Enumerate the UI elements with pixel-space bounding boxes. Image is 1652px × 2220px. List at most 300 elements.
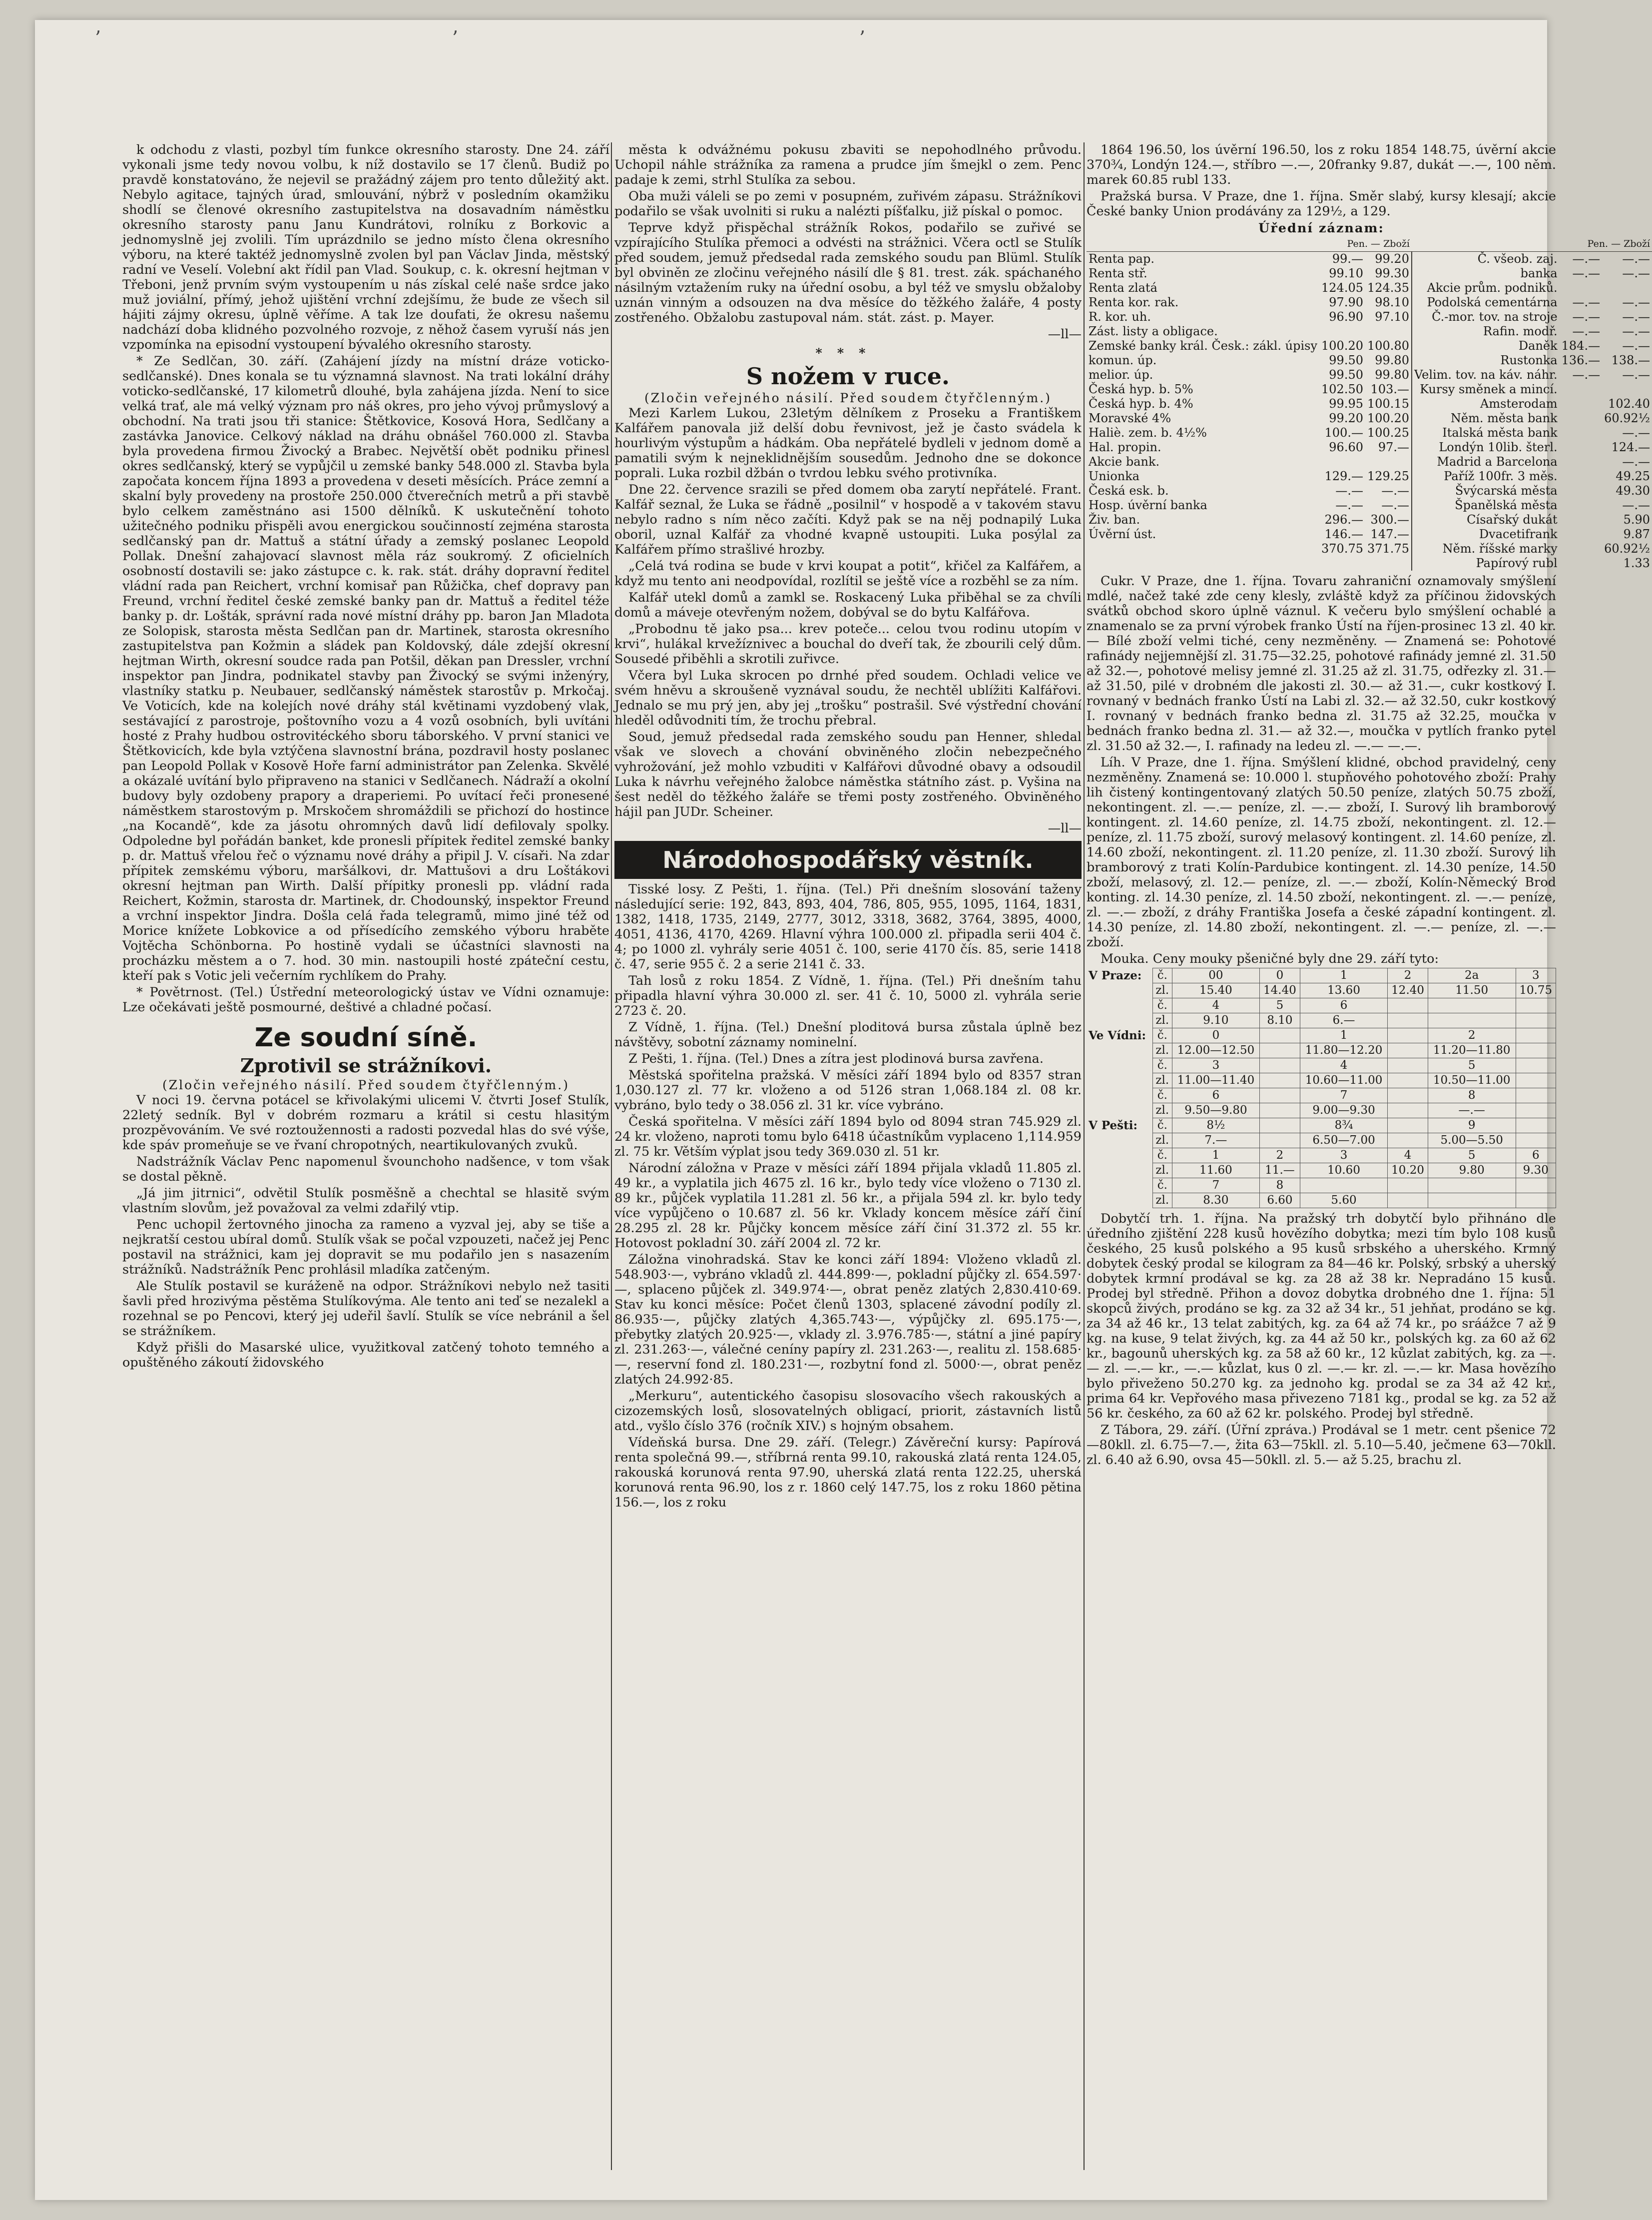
- table-cell: [1602, 382, 1652, 397]
- article-paragraph: Cukr. V Praze, dne 1. října. Tovaru zahraniční oznamovaly smýšlení mdlé, načež také zde ceny klesly, zvláště když za příčinou židovských svátků obchod skoro úplně váznul. K večeru bylo smýšlení ochablé a znamenalo se za první výrobek franko Ústí na říjen-prosinec 13 zl. 40 kr. — Bílé zboží velmi tiché, ceny nezměněny. — Znamená se: Pohotové rafinády nejjemnější zl. 31.75—32.25, pohotové rafinády jemné zl. 31.50 až 32.—, pohotové melisy jemné zl. 31.25 až zl. 31.75, odřezky zl. 31.— až 31.50, pilé v drobném dle jakosti zl. 30.— až 31.—, cukr kostkový I. rovnaný v bednách franko Ústí na Labi zl. 32.— až 32.50, cukr kostkový I. rovnaný v bednách franko bedna zl. 31.75 až 32.25, moučka v bednách franko bedna zl. 31.— až 32.—, moučka v pytlích franko pytel zl. 31.50 až 32.—, I. rafinady na ledeu zl. —.— —.—.: [1087, 574, 1556, 753]
- table-cell: —.—: [1335, 484, 1363, 498]
- table-cell: 300.—: [1370, 513, 1409, 527]
- table-cell: 296.—: [1324, 513, 1363, 527]
- table-cell: —.—: [1335, 498, 1363, 512]
- table-cell: [1260, 1073, 1300, 1088]
- table-cell: [1428, 998, 1516, 1013]
- table-row: [1087, 1193, 1556, 1208]
- article-paragraph: „Já jim jitrnici“, odvětil Stulík posměšně a chechtal se hlasitě svým vlastním slovům, jež považoval za velmi zdařilý vtip.: [122, 1186, 609, 1216]
- table-cell: 1: [1300, 1028, 1388, 1043]
- table-cell: 8½: [1172, 1118, 1260, 1133]
- section-banner: Národohospodářský věstník.: [614, 841, 1082, 879]
- table-cell: [1516, 1013, 1556, 1028]
- article-paragraph: Tah losů z roku 1854. Z Vídně, 1. října. (Tel.) Při dnešním tahu připadla hlavní výhra 30.000 zl. ser. 41 č. 10, 5000 zl. vyhrála serie 2723 č. 20.: [614, 973, 1082, 1018]
- table-cell: —.—: [1572, 368, 1601, 382]
- table-cell: 99.50: [1329, 353, 1363, 367]
- table-cell: [1560, 542, 1602, 556]
- flour-price-table: [1087, 968, 1556, 1208]
- city-label: V Pešti:: [1089, 1118, 1137, 1132]
- table-cell: 12.40: [1388, 983, 1428, 998]
- table-row: [1087, 1163, 1556, 1178]
- table-cell: komun. úp.: [1089, 353, 1157, 367]
- table-cell: Živ. ban.: [1089, 513, 1140, 527]
- table-cell: 8: [1260, 1178, 1300, 1193]
- table-cell: Renta pap.: [1089, 252, 1154, 266]
- table-cell: —.—: [1428, 1103, 1516, 1118]
- table-cell: 3: [1172, 1058, 1260, 1073]
- story-kicker: (Zločin veřejného násilí. Před soudem čtyřčlenným.): [644, 391, 1052, 405]
- column-1: [122, 142, 609, 2170]
- table-cell: 2: [1260, 1148, 1300, 1163]
- city-label: [1087, 1073, 1153, 1088]
- table-cell: [1560, 469, 1602, 484]
- table-row: [1087, 353, 1652, 368]
- table-row: [1087, 513, 1652, 527]
- article-paragraph: 1864 196.50, los úvěrní 196.50, los z roku 1854 148.75, úvěrní akcie 370¾, Londýn 124.—, stříbro —.—, 20franky 9.87, dukát —.—, 100 něm. marek 60.85 rubl 133.: [1087, 142, 1556, 187]
- article-paragraph: Když přišli do Masarské ulice, využitkoval zatčený tohoto temného a opuštěného zákoutí židovského: [122, 1340, 609, 1370]
- table-row: [1087, 266, 1652, 281]
- table-cell: 60.92½: [1604, 411, 1651, 425]
- article-paragraph: Soud, jemuž předsedal rada zemského soudu pan Henner, shledal však ve slovech a chování obviněného zločin nebezpečného vyhrožování, jež mohlo vzbuditi v Kalfářovi důvodné obavy a odsoudil Luka k návrhu veřejného žalobce náměstka státního zást. p. Vyšina na šest neděl do těžkého žaláře se třemi posty zostřeného. Obviněného hájil pan JUDr. Scheiner.: [614, 730, 1082, 819]
- table-cell: č.: [1153, 1058, 1172, 1073]
- table-cell: —.—: [1622, 252, 1651, 266]
- table-cell: [1516, 1103, 1556, 1118]
- table-cell: [1260, 1103, 1300, 1118]
- table-cell: 6: [1172, 1088, 1260, 1103]
- table-row: [1087, 1028, 1556, 1043]
- table-cell: 6: [1300, 998, 1388, 1013]
- table-cell: 6.—: [1300, 1013, 1388, 1028]
- table-cell: 102.40: [1608, 397, 1651, 411]
- table-cell: [1516, 1043, 1556, 1058]
- table-cell: Něm. města bank: [1412, 411, 1560, 426]
- table-cell: [1560, 426, 1602, 440]
- city-label: [1087, 1193, 1153, 1208]
- table-cell: Česká hyp. b. 5%: [1089, 382, 1193, 396]
- table-cell: 100.15: [1367, 397, 1409, 411]
- author-signature: —ll—: [1048, 821, 1082, 836]
- table-row: [1087, 527, 1652, 542]
- table-cell: 4: [1300, 1058, 1388, 1073]
- table-row: [1087, 1043, 1556, 1058]
- city-label: V Praze:: [1089, 968, 1142, 982]
- table-cell: [1388, 1178, 1428, 1193]
- table-cell: Amsterodam: [1412, 397, 1560, 411]
- table-cell: 12.00—12.50: [1172, 1043, 1260, 1058]
- table-cell: —.—: [1572, 266, 1601, 280]
- table-cell: Moravské 4%: [1089, 411, 1171, 425]
- table-row: [1087, 339, 1652, 353]
- table-row: [1087, 542, 1652, 556]
- table-cell: 4: [1172, 998, 1260, 1013]
- table-cell: 0: [1260, 968, 1300, 983]
- table-cell: [1560, 484, 1602, 498]
- table-cell: 13.60: [1300, 983, 1388, 998]
- table-cell: zl.: [1153, 1103, 1172, 1118]
- table-cell: Zást. listy a obligace.: [1089, 324, 1218, 338]
- table-cell: [1388, 1043, 1428, 1058]
- table-cell: 2: [1388, 968, 1428, 983]
- table-row: [1087, 310, 1652, 324]
- table-cell: 97.10: [1375, 310, 1409, 324]
- table-cell: Akcie bank.: [1089, 455, 1160, 469]
- newspaper-page: [35, 20, 1651, 2200]
- story-headline: Zprotivil se strážníkovi.: [240, 1054, 492, 1077]
- table-cell: Švýcarská města: [1412, 484, 1560, 498]
- table-row: [1087, 281, 1652, 295]
- table-row: [1087, 1178, 1556, 1193]
- article-paragraph: Oba muži váleli se po zemi v posupném, zuřivém zápasu. Strážníkovi podařilo se však uvolniti si ruku a nalézti píšťalku, již pískal o pomoc.: [614, 189, 1082, 219]
- table-cell: 11.60: [1172, 1163, 1260, 1178]
- table-cell: 8.30: [1172, 1193, 1260, 1208]
- table-cell: 99.80: [1375, 353, 1409, 367]
- article-paragraph: Záložna vinohradská. Stav ke konci září 1894: Vloženo vkladů zl. 548.903·—, vybráno vkladů zl. 444.899·—, pokladní půjčky zl. 654.597·—, splaceno půjček zl. 349.974·—, obrat peněz zlatých 2,830.410·69. Stav ku konci měsíce: Počet členů 1303, splacené závodní podíly zl. 86.935·—, půjčky zlatých 4,365.743·—, výpůjčky zl. 695.175·—, přebytky zlatých 20.925·—, vklady zl. 3.976.785·—, státní a jiné papíry zl. 231.263·—, válečné ceníny papíry zl. 231.263·—, realitu zl. 158.685·—, reservní fond zl. 180.231·—, rozbytní fond zl. 5000·—, obrat peněz zlatých 24.992·85.: [614, 1252, 1082, 1387]
- table-row: [1087, 411, 1652, 426]
- city-label: [1087, 1103, 1153, 1118]
- table-cell: 60.92½: [1604, 542, 1651, 556]
- table-cell: Renta zlatá: [1089, 281, 1157, 295]
- table-cell: [1428, 1178, 1516, 1193]
- table-row: [1087, 1133, 1556, 1148]
- table-cell: [1560, 281, 1602, 295]
- table-cell: Úvěrní úst.: [1089, 527, 1156, 541]
- table-cell: 7: [1172, 1178, 1260, 1193]
- table-cell: [1560, 498, 1602, 513]
- table-cell: Kursy směnek a mincí.: [1412, 382, 1560, 397]
- table-cell: [1300, 1178, 1388, 1193]
- table-cell: [1388, 1103, 1428, 1118]
- table-cell: 11.20—11.80: [1428, 1043, 1516, 1058]
- section-title: Ze soudní síně.: [254, 1023, 478, 1053]
- table-row: [1087, 968, 1556, 983]
- table-cell: [1560, 440, 1602, 455]
- article-paragraph: k odchodu z vlasti, pozbyl tím funkce okresního starosty. Dne 24. září vykonali jsme tedy novou volbu, k níž dostavilo se 17 členů. Budiž po pravdě konstatováno, že nejevil se pražádný zájem pro tento důležitý akt. Nebylo agitace, tajných úrad, smlouvání, nýbrž v posledním okamžiku shodlí se členové okresního zastupitelstva na dosavadním náměstku okresního starosty panu Janu Kundrátovi, rolníku z Borkovic a jednomyslně jej zvolili. Tím uprázdnilo se jedno místo člena okresního výboru, na které taktéž jednomyslně zvolen byl pan Václav Jinda, městský radní ve Veselí. Volební akt řídil pan Vlad. Soukup, c. k. okresní hejtman v Třeboni, jenž prvním svým vystoupením u nás získal celé naše srdce jako muž joviální, přímý, jehož ujištění vrchní zdejšímu, že bude ze všech sil hájiti zájmy okresu, úplně věříme. A tak lze doufati, že okresu našemu nadchází doba klidného pozvolného rozvoje, z něhož časem vyruší nás jen vzpomínka na episodní vystoupení bývalého okresního starosty.: [122, 142, 609, 352]
- table-cell: [1428, 1193, 1516, 1208]
- table-cell: č.: [1153, 968, 1172, 983]
- table-cell: 5: [1428, 1058, 1516, 1073]
- article-paragraph: „Probodnu tě jako psa... krev poteče... celou tvou rodinu utopím v krvi“, hulákal krvežíznivec a bouchal do dveří tak, že zbourili celý dům. Sousedé přiběhli a skrotili zuřivce.: [614, 622, 1082, 667]
- article-paragraph: Národní záložna v Praze v měsíci září 1894 přijala vkladů 11.805 zl. 49 kr., a vyplatila jich 4675 zl. 16 kr., bylo tedy více vloženo o 7130 zl. 89 kr., půjček vyplatila 11.281 zl. 56 kr., a přijala 594 zl. kr. bylo tedy více vypůjčeno o 10.687 zl. 56 kr. Vklady koncem měsíce září činí 28.295 zl. 28 kr. Půjčky koncem měsíce září činí 31.372 zl. 55 kr. Hotovost pokladní 30. září 2004 zl. 72 kr.: [614, 1161, 1082, 1251]
- table-cell: 9.80: [1428, 1163, 1516, 1178]
- city-label: [1087, 983, 1153, 998]
- table-cell: 0: [1172, 1028, 1260, 1043]
- table-cell: [1560, 455, 1602, 469]
- table-row: [1087, 397, 1652, 411]
- story-kicker: (Zločin veřejného násilí. Před soudem čtyřčlenným.): [162, 1078, 569, 1092]
- article-paragraph: Dne 22. července srazili se před domem oba zarytí nepřátelé. Frant. Kalfář seznal, že Luka se řádně „posilnil“ v hospodě a v takovém stavu nebylo radno s ním něco začíti. Když pak se na něj podnapilý Luka oboril, uznal Kalfář za vhodné kvapně ustoupiti. Luka posýlal za Kalfářem přímo strašlivé hrozby.: [614, 482, 1082, 557]
- table-row: [1087, 983, 1556, 998]
- table-cell: 97.90: [1329, 295, 1363, 309]
- table-cell: 9.50—9.80: [1172, 1103, 1260, 1118]
- table-cell: 136.—: [1561, 353, 1601, 367]
- table-cell: 8¾: [1300, 1118, 1388, 1133]
- separator-dots: ***: [815, 346, 881, 361]
- table-cell: —.—: [1622, 324, 1651, 338]
- article-paragraph: „Celá tvá rodina se bude v krvi koupat a potit“, křičel za Kalfářem, a když mu tento ani neodpovídal, rozlítil se ještě více a rozběhl se za ním.: [614, 559, 1082, 589]
- table-cell: Č. všeob. zaj.: [1412, 252, 1560, 267]
- table-cell: 100.—: [1324, 426, 1363, 440]
- table-cell: 5: [1260, 998, 1300, 1013]
- table-cell: [1516, 1118, 1556, 1133]
- table-cell: č.: [1153, 1028, 1172, 1043]
- table-cell: Madrid a Barcelona: [1412, 455, 1560, 469]
- table-row: [1087, 998, 1556, 1013]
- table-cell: 11.80—12.20: [1300, 1043, 1388, 1058]
- table-cell: Haliè. zem. b. 4½%: [1089, 426, 1207, 440]
- table-cell: č.: [1153, 1088, 1172, 1103]
- table-cell: 6.60: [1260, 1193, 1300, 1208]
- table-cell: 96.90: [1329, 310, 1363, 324]
- table-cell: Paříž 100fr. 3 měs.: [1412, 469, 1560, 484]
- table-cell: 1: [1300, 968, 1388, 983]
- table-cell: Česká esk. b.: [1089, 484, 1169, 498]
- table-cell: 138.—: [1611, 353, 1651, 367]
- table-cell: [1516, 1133, 1556, 1148]
- table-cell: [1260, 1043, 1300, 1058]
- article-paragraph: Ale Stulík postavil se kuráženě na odpor. Strážníkovi nebylo než tasiti šavli před hrozivýma pěstěma Stulíkovýma. Ale tento ani teď se nezalekl a rozehnal se po Pencovi, který jej udeřil šavlí. Stulík se více nebránil a šel se strážníkem.: [122, 1279, 609, 1339]
- table-cell: [1560, 411, 1602, 426]
- table-cell: [1319, 455, 1365, 469]
- table-cell: [1388, 1058, 1428, 1073]
- table-cell: zl.: [1153, 1163, 1172, 1178]
- table-cell: 10.20: [1388, 1163, 1428, 1178]
- article-paragraph: Teprve když přispěchal strážník Rokos, podařilo se zuřivé se vzpírajícího Stulíka přemoci a odvésti na strážnici. Včera octl se Stulík před soudem, jemuž předsedal rada zemského soudu pan Blüml. Stulík byl obviněn ze zločinu veřejného násilí dle § 81. trest. zák. spáchaného násilným vztažením ruky na úřední osobu, a byl též ve smyslu obžaloby uznán vinným a odsouzen na dva měsíce do těžkého žaláře, 4 posty zostřeného. Obžalobu zastupoval nám. stát. zást. p. Mayer.: [614, 220, 1082, 325]
- table-row: [1087, 368, 1652, 382]
- article-paragraph: Mezi Karlem Lukou, 23letým dělníkem z Proseku a Františkem Kalfářem panovala již delší dobu řevnivost, jež je často svádela k hourlivým výstupům a hádkám. Oba nepřátelé bydleli v jednom domě a pamatili svým k nejneklidnějším sousedům. Jednoho dne se dokonce poprali. Luka rozbil džbán o tvrdou lebku svého protivníka.: [614, 406, 1082, 481]
- table-cell: 8.10: [1260, 1013, 1300, 1028]
- table-cell: Velim. tov. na káv. náhr.: [1412, 368, 1560, 382]
- table-cell: [1388, 1088, 1428, 1103]
- table-cell: Renta stř.: [1089, 266, 1147, 280]
- table-cell: 6.50—7.00: [1300, 1133, 1388, 1148]
- table-cell: 10.60—11.00: [1300, 1073, 1388, 1088]
- article-paragraph: Z Vídně, 1. října. (Tel.) Dnešní ploditová bursa zůstala úplně bez návštěvy, sobotní záznamy nominelní.: [614, 1020, 1082, 1050]
- table-cell: 9.30: [1516, 1163, 1556, 1178]
- table-cell: 5.60: [1300, 1193, 1388, 1208]
- table-cell: [1388, 1193, 1428, 1208]
- table-cell: [1388, 1028, 1428, 1043]
- table-cell: 5.00—5.50: [1428, 1133, 1516, 1148]
- table-row: [1087, 498, 1652, 513]
- table-row: [1087, 1088, 1556, 1103]
- table-cell: 99.20: [1329, 411, 1363, 425]
- table-cell: Podolská cementárna: [1412, 295, 1560, 310]
- table-cell: [1087, 556, 1319, 571]
- table-cell: č.: [1153, 1148, 1172, 1163]
- table-cell: —.—: [1622, 426, 1651, 440]
- table-cell: [1260, 1028, 1300, 1043]
- table-cell: —.—: [1622, 266, 1651, 280]
- table-cell: 3: [1300, 1148, 1388, 1163]
- fold-mark: ’: [452, 27, 459, 49]
- table-cell: č.: [1153, 998, 1172, 1013]
- article-paragraph: * Ze Sedlčan, 30. září. (Zahájení jízdy na místní dráze voticko-sedlčanské). Dnes konala se tu významná slavnost. Na trati lokální dráhy voticko-sedlčanské, 17 kilometrů dlouhé, byla zahájena jízda. Není to sice velká trať, ale má velký význam pro náš okres, pro jeho vývoj průmyslový a obchodní. Na trati jsou tři stanice: Štětkovice, Kosová Hora, Sedlčany a zastávka Janovice. Celkový náklad na dráhu obnášel 760.000 zl. Stavba byla provedena firmou Živocký a Brabec. Největší obět podniku přinesl okres sedlčanský, který se vypůjčil u zemské banky 548.000 zl. Stavba byla započata koncem října 1893 a provedena v deseti měsících. Práce zemní a skalní byly provedeny na prostoře 250.000 čtverečních metrů a při stavbě bylo celkem zaměstnáno asi 1500 dělníků. K uskutečnění tohoto užitečného podniku přispěli avou energickou součinností zejména starosta sedlčanský pan dr. Mattuš a státní úřady a zemský poslanec Leopold Pollak. Dnešní zahajovací slavnost měla ráz soukromý. Z oficielních osobností dostavili se: jako zástupce c. k. rak. stát. dráhy dopravní ředitel vládní rada pan Reichert, vrchní komisař pan Růžička, chef dopravy pan Freund, vrchní ředitel české zemské banky pan dr. Mattuš a ředitel téže banky p. dr. Lošták, správní rada nové místní dráhy pp. baron Jan Mladota ze Solopisk, starosta města Sedlčan pan dr. Martinek, starosta okresního zastupitelstva pan Kožmin a sládek pan Koldovský, dále zdejší okresní hejtman Wirth, okresní soudce rada pan Potšil, děkan pan Dressler, vrchní inspektor pan Jindra, podnikatel stavby pan Živocký se svými inženýry, vlastníky statku p. Neubauer, sedlčanský náměstek starostův p. Mrkočaj. Ve Voticích, kde na kolejích nové dráhy stál květinami vyzdobený vlak, sestávající z parostroje, poštovního vozu a 4 vozů osobních, byli uvítáni hosté z Prahy hudbou ostrovitéckého sboru táborského. V první stanici ve Štětkovicích, kde byla vztýčena slavnostní brána, pozdravil hosty poslanec pan Leopold Pollak v Kosově Hoře farní administrátor pan Zelenka. Skvělé a okázalé uvítání bylo připraveno na stanici v Sedlčanech. Nádraží a okolní budovy byly ozdobeny prapory a draperiemi. Po uvítací řeči pronesené náměstkem starostovým p. Mrskočem shromáždili se přichozí do hostince „na Kocandě“, kde za jásotu ohromných davů lidí defilovaly spolky. Odpoledne byl pořádán banket, kde pronesli přípitek ředitel zemské banky p. dr. Mattuš vřelou řeč o významu nové dráhy a připil J. V. císaři. Na zdar přípitek zemskému výboru, maršálkovi, dr. Mattušovi a dru Loštákovi okresní hejtman pan Wirth. Další přípitky pronesli pp. vládní rada Reichert, Kožmin, starosta dr. Martinek, dr. Chodounský, inspektor Freund a vrchní inspektor Jindra. Došla celá řada telegramů, mimo jiné též od Morice knížete Lobkovice a od přísedícího zemského výboru hraběte Vojtěcha Schönborna. Po hostině vydali se účastníci slavnosti na procházku městem a o 7. hod. 30 min. nastoupili hosté zpáteční cestu, kteří pak s Votic jeli večerním rychlíkem do Prahy.: [122, 354, 609, 983]
- column-rule: [1084, 142, 1085, 2170]
- table-cell: 370.75: [1321, 542, 1363, 556]
- article-paragraph: Penc uchopil žertovného jinocha za rameno a vyzval jej, aby se tiše a nejkratší cestou ubíral domů. Stulík však se počal vzpouzeti, načež jej Penc postavil na strážnici, kam jej dopravit se mu podařilo jen s nasazením strážníků. Nadstrážník Penc prohlásil mladíka zatčeným.: [122, 1217, 609, 1277]
- table-cell: 9.10: [1172, 1013, 1260, 1028]
- table-cell: 98.10: [1375, 295, 1409, 309]
- table-cell: —.—: [1622, 339, 1651, 353]
- table-cell: 99.80: [1375, 368, 1409, 382]
- table-cell: [1260, 1058, 1300, 1073]
- table-cell: 5: [1428, 1148, 1516, 1163]
- table-cell: 129.—: [1324, 469, 1363, 483]
- city-label: [1087, 1088, 1153, 1103]
- table-cell: Londýn 10lib. šterl.: [1412, 440, 1560, 455]
- table-cell: 124.05: [1321, 281, 1363, 295]
- table-row: [1087, 469, 1652, 484]
- table-cell: 97.—: [1378, 440, 1409, 454]
- table-cell: č.: [1153, 1178, 1172, 1193]
- table-cell: zl.: [1153, 1133, 1172, 1148]
- table-row: [1087, 382, 1652, 397]
- table-cell: [1260, 1133, 1300, 1148]
- table-cell: R. kor. uh.: [1089, 310, 1151, 324]
- city-label: [1087, 1043, 1153, 1058]
- article-paragraph: Mouka. Ceny mouky pšeničné byly dne 29. září tyto:: [1101, 951, 1439, 966]
- table-cell: 100.20: [1321, 339, 1363, 353]
- table-cell: zl.: [1153, 1073, 1172, 1088]
- table-cell: Něm. říšské marky: [1412, 542, 1560, 556]
- table-cell: zl.: [1153, 1043, 1172, 1058]
- table-cell: [1516, 1088, 1556, 1103]
- table-cell: 10.50—11.00: [1428, 1073, 1516, 1088]
- table-cell: [1560, 397, 1602, 411]
- table-cell: —.—: [1622, 498, 1651, 512]
- table-cell: 11.00—11.40: [1172, 1073, 1260, 1088]
- table-cell: 102.50: [1321, 382, 1363, 396]
- table-cell: Císařský dukát: [1412, 513, 1560, 527]
- table-caption: Úřední záznam:: [1258, 221, 1384, 236]
- table-row: [1087, 1073, 1556, 1088]
- table-cell: 99.20: [1375, 252, 1409, 266]
- table-cell: —.—: [1572, 324, 1601, 338]
- table-cell: 371.75: [1367, 542, 1409, 556]
- article-paragraph: Městská spořitelna pražská. V měsíci září 1894 bylo od 8357 stran 1,030.127 zl. 77 kr. vloženo a od 5126 stran 1,068.184 zl. 08 kr. vybráno, bylo tedy o 38.056 zl. 31 kr. více vybráno.: [614, 1068, 1082, 1113]
- article-paragraph: Tisské losy. Z Pešti, 1. října. (Tel.) Při dnešním slosování taženy následující serie: 192, 843, 893, 404, 786, 805, 955, 1095, 1164, 1831, 1382, 1418, 1735, 2149, 2777, 3012, 3318, 3682, 3764, 3895, 4000, 4051, 4136, 4170, 4269. Hlavní výhra 100.000 zl. připadla serii 404 č. 4; po 1000 zl. vyhrály serie 4051 č. 100, serie 4170 čís. 85, serie 1418 č. 47, serie 955 č. 2 a serie 2141 č. 33.: [614, 882, 1082, 972]
- table-cell: [1319, 324, 1365, 339]
- table-cell: [1428, 1013, 1516, 1028]
- table-cell: Zemské banky král. Česk.: zákl. úpisy: [1089, 339, 1318, 353]
- table-cell: [1365, 324, 1412, 339]
- city-label: [1087, 998, 1153, 1013]
- table-cell: 1: [1172, 1148, 1260, 1163]
- table-cell: 00: [1172, 968, 1260, 983]
- corner-mark: ’: [95, 27, 101, 49]
- table-cell: 124.35: [1367, 281, 1409, 295]
- table-cell: Rafin. modř.: [1412, 324, 1560, 339]
- table-cell: [1516, 1073, 1556, 1088]
- table-cell: zl.: [1153, 983, 1172, 998]
- fold-mark: ’: [859, 27, 866, 49]
- table-row: [1087, 1103, 1556, 1118]
- table-cell: [1560, 513, 1602, 527]
- article-paragraph: Vídeňská bursa. Dne 29. září. (Telegr.) Závěreční kursy: Papírová renta společná 99.—, stříbrná renta 99.10, rakouská zlatá renta 124.05, rakouská korunová renta 97.90, uherská zlatá renta 122.25, uherská korunová renta 96.90, los z r. 1860 celý 147.75, los z roku 1860 pětina 156.—, los z roku: [614, 1435, 1082, 1510]
- article-paragraph: Pražská bursa. V Praze, dne 1. října. Směr slabý, kursy klesají; akcie České banky Union prodávány za 129½, a 129.: [1087, 189, 1556, 219]
- table-cell: 100.80: [1367, 339, 1409, 353]
- table-cell: 2a: [1428, 968, 1516, 983]
- table-cell: [1319, 556, 1365, 571]
- table-row: [1087, 426, 1652, 440]
- table-row: [1087, 455, 1652, 469]
- table-cell: [1388, 1118, 1428, 1133]
- article-paragraph: Dobytčí trh. 1. října. Na pražský trh dobytčí bylo přihnáno dle úředního zjištění 228 kusů hovězího dobytka; mezi tím bylo 108 kusů českého, 25 kusů polského a 95 kusů srbského a uherského. Krmný dobytek český prodal se kilogram za 84—46 kr. Polský, srbský a uherský dobytek krmní prodával se kg. za 28 až 38 kr. Nepradáno 15 kusů. Prodej byl středně. Přihon a dovoz dobytka drobného dne 1. října: 51 skopců živých, prodáno se kg. za 32 až 34 kr., 51 jehňat, prodáno se kg. za 34 až 46 kr., 13 telat zabitých, kg. za 64 až 74 kr., po sráážce 7 až 9 kg. na kuse, 9 telat živých, kg. za 44 až 50 kr., polských kg. za 60 až 62 kr., bagounů uherských kg. za 58 až 60 kr., 12 kůzlat zabitých, kg. za —.— zl. —.— kr., —.— kůzlat, kus 0 zl. —.— kr. zl. —.— kr. Masa hovězího bylo přiveženo 50.270 kg. za jednoho kg. prodal se za 34 až 42 kr., prima 64 kr. Vepřového masa přivezeno 7181 kg., prodal se kg. za 52 až 56 kr. českého, za 60 až 62 kr. polského. Prodej byl středně.: [1087, 1211, 1556, 1421]
- article-paragraph: „Merkuru“, autentického časopisu slosovacího všech rakouských a cizozemských losů, slosovatelných obligací, priorit, zástavních listů atd., vyšlo číslo 376 (ročník XIV.) s hojným obsahem.: [614, 1389, 1082, 1434]
- table-cell: 100.20: [1367, 411, 1409, 425]
- table-row: [1087, 440, 1652, 455]
- table-cell: 5.90: [1623, 513, 1651, 527]
- table-cell: —.—: [1622, 368, 1651, 382]
- table-cell: zl.: [1153, 1193, 1172, 1208]
- table-cell: [1516, 1058, 1556, 1073]
- table-row: [1087, 1148, 1556, 1163]
- article-paragraph: města k odvážnému pokusu zbaviti se nepohodlného průvodu. Uchopil náhle strážníka za ramena a prudce jím šmejkl o zem. Penc padaje k zemi, strhl Stulíka za sebou.: [614, 142, 1082, 187]
- article-paragraph: * Povětrnost. (Tel.) Ústřední meteorologický ústav ve Vídni oznamuje: Lze očekávati ještě posmourné, deštivé a chladné počasí.: [122, 985, 609, 1015]
- stock-quote-table: [1087, 237, 1652, 571]
- table-cell: —.—: [1381, 498, 1409, 512]
- table-cell: [1560, 382, 1602, 397]
- table-cell: [1087, 542, 1319, 556]
- author-signature: —ll—: [1048, 327, 1082, 342]
- table-cell: č.: [1153, 1118, 1172, 1133]
- article-paragraph: Kalfář utekl domů a zamkl se. Roskacený Luka přiběhal se za chvíli domů a máveje otevřeným nožem, dobýval se do bytu Kalfářova.: [614, 590, 1082, 620]
- table-cell: 4: [1388, 1148, 1428, 1163]
- table-cell: [1388, 1013, 1428, 1028]
- table-row: [1087, 252, 1652, 267]
- table-cell: 6: [1516, 1148, 1556, 1163]
- article-paragraph: V noci 19. června potácel se křivolakými ulicemi V. čtvrti Josef Stulík, 22letý sedník. Byl v dobrém rozmaru a krátil si cestu hlasitým prozpěvováním. Ve své roztoužennosti a radosti pozvedal hlas do své výše, kde spáv promeňuje se ve řvaní chropotných, neartikulovaných zvuků.: [122, 1093, 609, 1153]
- table-cell: —.—: [1572, 295, 1601, 309]
- article-paragraph: Nadstrážník Václav Penc napomenul švounchoho nadšence, v tom však se dostal pěkně.: [122, 1154, 609, 1184]
- table-cell: 9.00—9.30: [1300, 1103, 1388, 1118]
- table-cell: Hal. propin.: [1089, 440, 1161, 454]
- article-paragraph: Česká spořitelna. V měsíci září 1894 bylo od 8094 stran 745.929 zl. 24 kr. vloženo, naproti tomu bylo 6418 účastníkům vyplaceno 1,114.959 zl. 75 kr. Větším výplat jsou tedy 369.030 zl. 51 kr.: [614, 1114, 1082, 1159]
- table-cell: [1560, 556, 1602, 571]
- table-cell: [1516, 1028, 1556, 1043]
- table-row: [1087, 1118, 1556, 1133]
- table-row: [1087, 295, 1652, 310]
- table-cell: [1365, 455, 1412, 469]
- article-paragraph: Líh. V Praze, dne 1. října. Smýšlení klidné, obchod pravidelný, ceny nezměněny. Znamená se: 10.000 l. stupňového pohotového zboží: Prahy lih čistený kontingentovaný zlatých 50.50 peníze, zlatých 50.75 zboží, nekontingent. zl. —.— peníze, zl. —.— zboží, I. Surový lih bramborový kontingent. zl. 14.60 peníze, zl. 14.75 zboží, nekontingent. zl. 12.— peníze, zl. 11.75 zboží, surový melasový kontingent. zl. 14.60 peníze, zl. 14.60 zboží, nekontingent. zl. 11.20 peníze, zl. 11.30 zboží. Surový lih bramborový z trati Kolín-Pardubice kontingent. zl. 14.30 peníze, 14.50 zboží, melasový, zl. 12.— peníze, zl. —.— zboží, Kolín-Německý Brod konting. zl. 14.30 peníze, zl. 14.50 zboží, nekontingent. zl. —.— peníze, zl. —.— zboží, z dráhy Františka Josefa a české západní kontingent. zl. 14.30 peníze, zl. 14.80 zboží, nekontingent. zl. —.— peníze, zl. —.— zboží.: [1087, 755, 1556, 950]
- story-headline: S nožem v ruce.: [746, 363, 950, 390]
- table-cell: —.—: [1622, 310, 1651, 324]
- table-cell: melior. úp.: [1089, 368, 1153, 382]
- table-cell: 99.30: [1375, 266, 1409, 280]
- table-cell: zl.: [1153, 1013, 1172, 1028]
- column-2: [614, 142, 1082, 2170]
- table-cell: 103.—: [1370, 382, 1409, 396]
- table-cell: 8: [1428, 1088, 1516, 1103]
- table-cell: 49.25: [1616, 469, 1651, 483]
- table-cell: 129.25: [1367, 469, 1409, 483]
- table-cell: Španělská města: [1412, 498, 1560, 513]
- table-cell: —.—: [1572, 310, 1601, 324]
- table-cell: [1560, 527, 1602, 542]
- table-row: [1087, 1058, 1556, 1073]
- table-cell: 11.—: [1260, 1163, 1300, 1178]
- table-cell: 99.95: [1329, 397, 1363, 411]
- table-cell: Italská města bank: [1412, 426, 1560, 440]
- table-cell: Papírový rubl: [1412, 556, 1560, 571]
- table-cell: —.—: [1622, 295, 1651, 309]
- table-cell: 96.60: [1329, 440, 1363, 454]
- table-cell: Rustonka: [1412, 353, 1560, 368]
- table-cell: 9: [1428, 1118, 1516, 1133]
- city-label: [1087, 1133, 1153, 1148]
- city-label: [1087, 1148, 1153, 1163]
- table-cell: 99.10: [1329, 266, 1363, 280]
